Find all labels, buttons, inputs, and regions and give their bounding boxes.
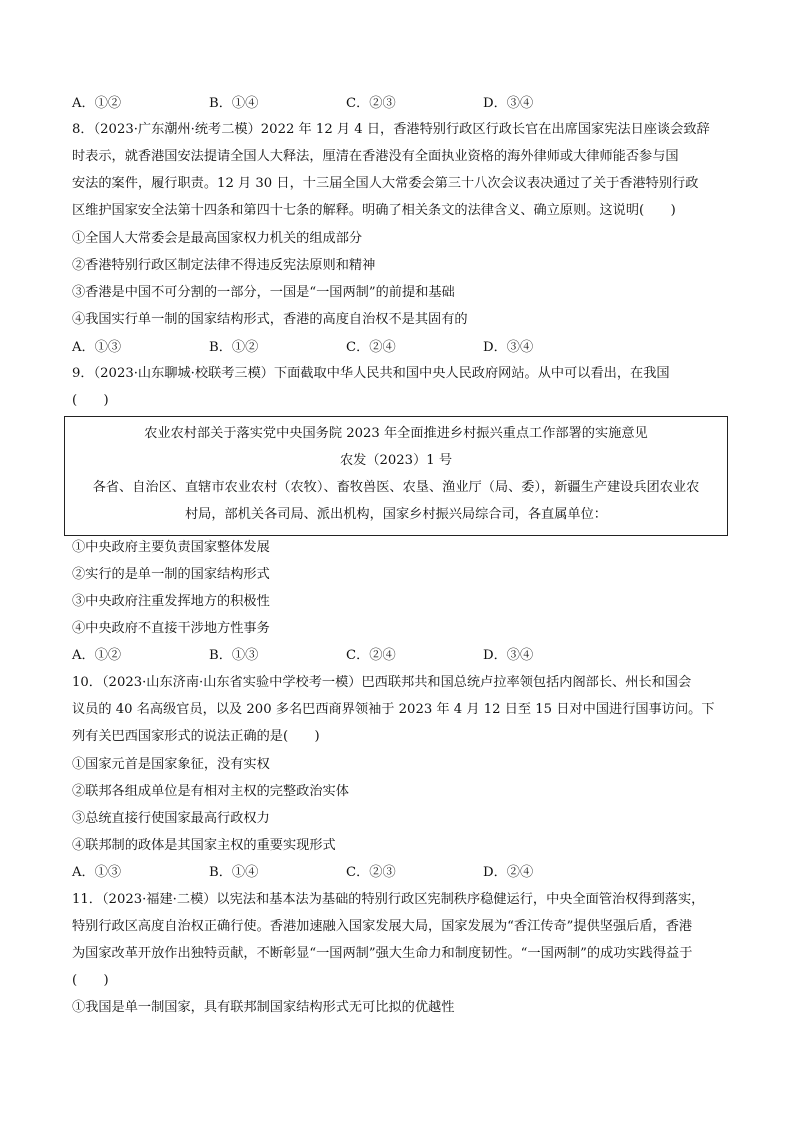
q9-stem-line-1: 9．（2023·山东聊城·校联考三模）下面截取中华人民共和国中央人民政府网站。从中可以看出，在我国 (72, 366, 670, 381)
q10-statement-2: ②联邦各组成单位是有相对主权的完整政治实体 (72, 784, 349, 799)
q9-stem-line-2: ( ) (72, 393, 109, 408)
q8-statement-3: ③香港是中国不可分割的一部分，一国是“一国两制”的前提和基础 (72, 285, 455, 300)
option-a: A．①③ (72, 865, 122, 880)
option-c: C．②④ (346, 648, 396, 663)
q10-statement-3: ③总统直接行使国家最高行政权力 (72, 811, 270, 826)
option-c: C．②④ (346, 340, 396, 355)
q10-stem-line-2: 议员的 40 名高级官员，以及 200 多名巴西商界领袖于 2023 年 4 月 12 日至 15 日对中国进行国事访问。下 (72, 702, 715, 717)
q9-options (72, 646, 732, 666)
q8-stem-line-3: 安法的案件，履行职责。12 月 30 日，十三届全国人大常委会第三十八次会议表决通过了关于香港特别行政 (72, 176, 699, 191)
excerpt-doc-number: 农发（2023）1 号 (339, 453, 453, 468)
q10-stem-line-1: 10．（2023·山东济南·山东省实验中学校考一模）巴西联邦共和国总统卢拉率领包括内阁部长、州长和国会 (72, 675, 692, 690)
prev-question-options (72, 94, 732, 114)
option-b: B．①② (209, 340, 259, 355)
q10-statement-1: ①国家元首是国家象征，没有实权 (72, 757, 270, 772)
q9-document-excerpt-box (64, 416, 728, 536)
q8-stem-line-1: 8．（2023·广东潮州·统考二模）2022 年 12 月 4 日，香港特别行政区行政长官在出席国家宪法日座谈会致辞 (72, 122, 710, 137)
q10-options (72, 863, 732, 883)
option-d: D．②④ (483, 865, 534, 880)
option-b: B．①④ (209, 865, 259, 880)
q8-statement-2: ②香港特别行政区制定法律不得违反宪法原则和精神 (72, 258, 376, 273)
q8-statement-4: ④我国实行单一制的国家结构形式，香港的高度自治权不是其固有的 (72, 312, 468, 327)
q9-statement-4: ④中央政府不直接干涉地方性事务 (72, 621, 270, 636)
q11-stem-line-4: ( ) (72, 973, 109, 988)
q8-stem-line-4: 区维护国家安全法第十四条和第四十七条的解释。明确了相关条文的法律含义、确立原则。这说明( ) (72, 203, 676, 218)
q11-stem-line-2: 特别行政区高度自治权正确行使。香港加速融入国家发展大局，国家发展为“香江传奇”提供坚强后盾，香港 (72, 919, 693, 934)
option-b: B．①③ (209, 648, 259, 663)
q9-statement-1: ①中央政府主要负责国家整体发展 (72, 540, 270, 555)
q11-stem-line-1: 11．（2023·福建·二模）以宪法和基本法为基础的特别行政区宪制秩序稳健运行，中央全面管治权得到落实， (72, 892, 705, 907)
q8-statement-1: ①全国人大常委会是最高国家权力机关的组成部分 (72, 231, 363, 246)
q9-statement-2: ②实行的是单一制的国家结构形式 (72, 567, 270, 582)
q10-stem-line-3: 列有关巴西国家形式的说法正确的是( ) (72, 729, 320, 744)
excerpt-recipients-line-1: 各省、自治区、直辖市农业农村（农牧）、畜牧兽医、农垦、渔业厅（局、委），新疆生产建设兵团农业农 (92, 480, 700, 495)
option-c: C．②③ (346, 865, 396, 880)
q8-stem-line-2: 时表示，就香港国安法提请全国人大释法，厘清在香港没有全面执业资格的海外律师或大律师能否参与国 (72, 149, 679, 164)
option-b: B．①④ (209, 96, 259, 111)
option-a: A．①② (72, 96, 122, 111)
q11-statement-1: ①我国是单一制国家，具有联邦制国家结构形式无可比拟的优越性 (72, 1000, 455, 1015)
option-d: D．③④ (483, 648, 534, 663)
q11-stem-line-3: 为国家改革开放作出独特贡献，不断彰显“一国两制”强大生命力和制度韧性。“一国两制”的成功实践得益于 (72, 946, 693, 961)
option-c: C．②③ (346, 96, 396, 111)
q8-options (72, 338, 732, 358)
excerpt-title: 农业农村部关于落实党中央国务院 2023 年全面推进乡村振兴重点工作部署的实施意见 (144, 426, 648, 441)
excerpt-recipients-line-2: 村局，部机关各司局、派出机构，国家乡村振兴局综合司，各直属单位： (185, 507, 607, 522)
option-a: A．①② (72, 648, 122, 663)
option-d: D．③④ (483, 96, 534, 111)
q9-statement-3: ③中央政府注重发挥地方的积极性 (72, 594, 270, 609)
option-a: A．①③ (72, 340, 122, 355)
option-d: D．③④ (483, 340, 534, 355)
q10-statement-4: ④联邦制的政体是其国家主权的重要实现形式 (72, 838, 336, 853)
